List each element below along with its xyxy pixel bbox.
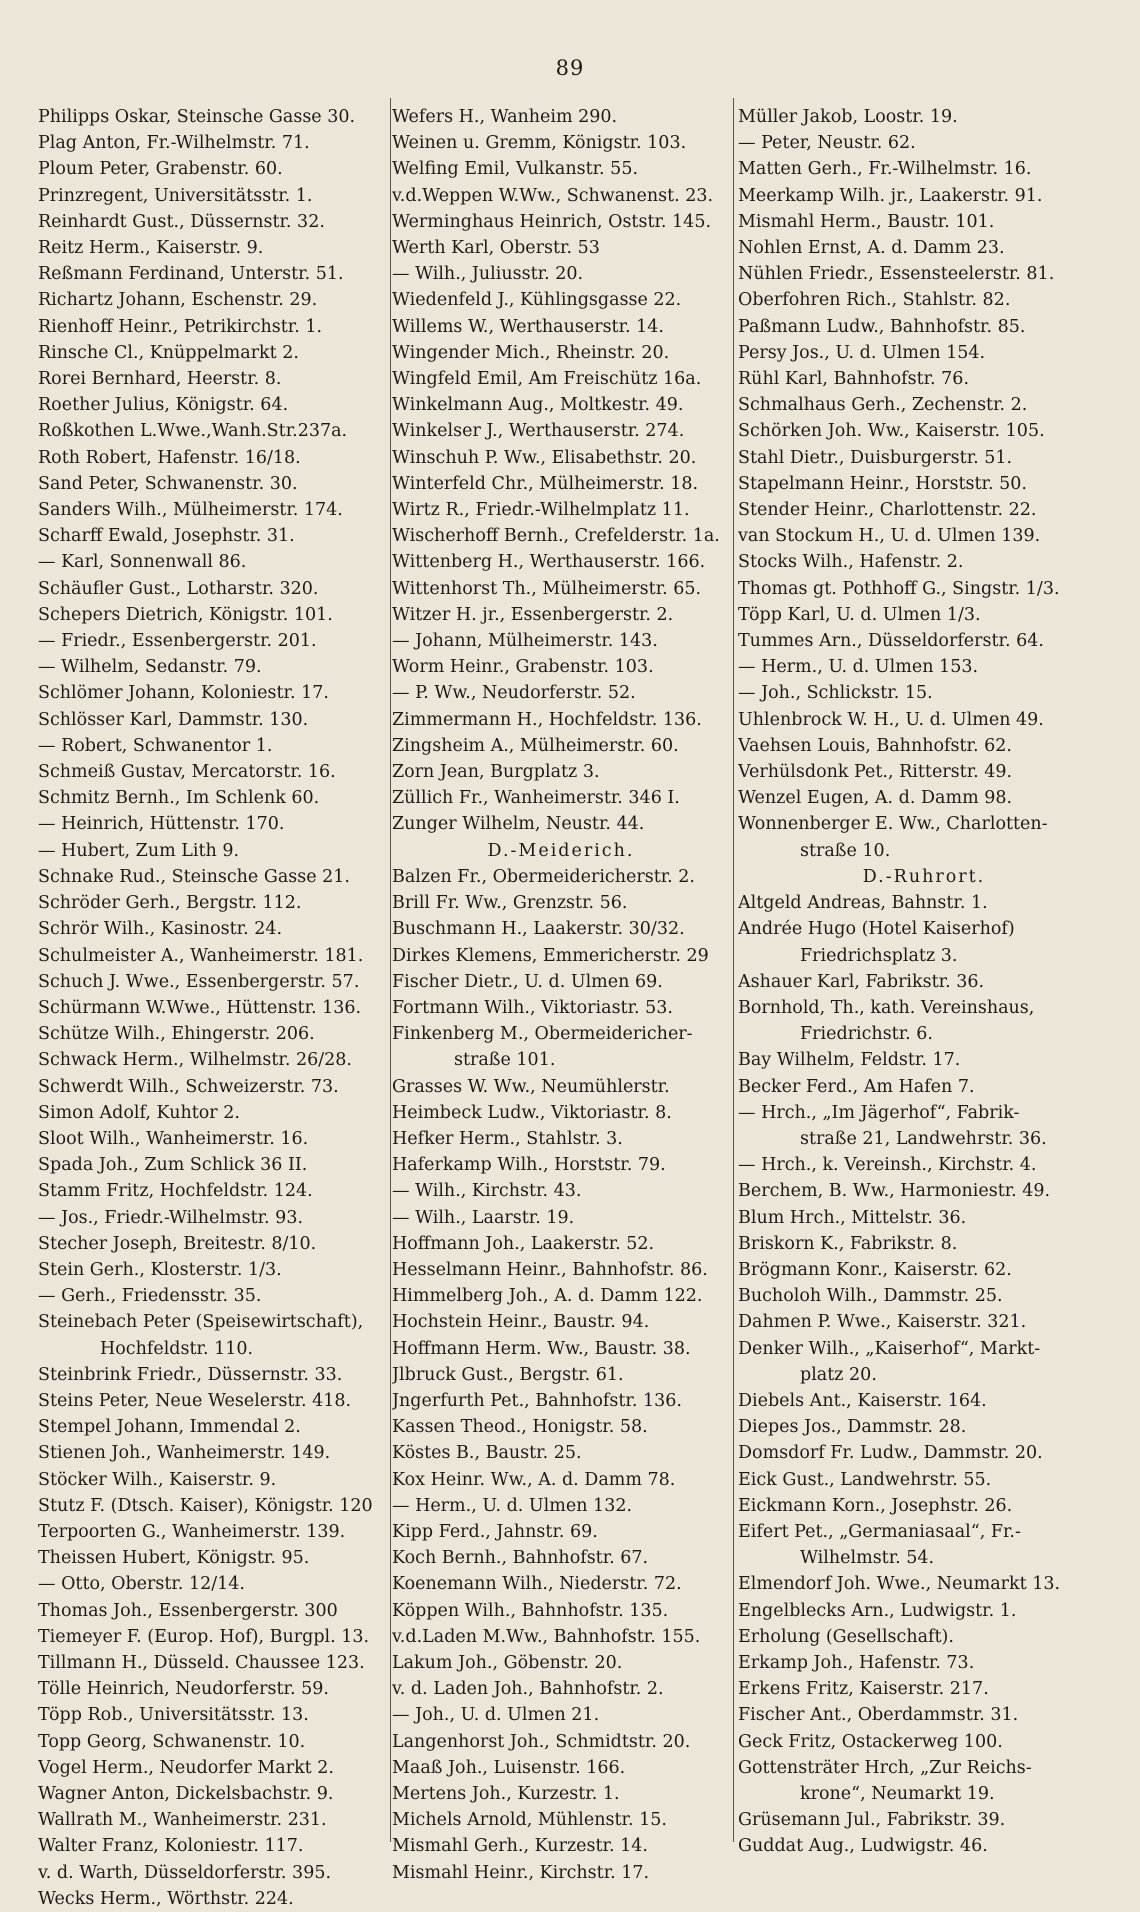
directory-entry: Stecher Joseph, Breitestr. 8/10. — [38, 1233, 317, 1254]
directory-entry: Erkens Fritz, Kaiserstr. 217. — [738, 1679, 989, 1700]
directory-entry: — Wilh., Juliusstr. 20. — [392, 264, 584, 285]
directory-entry: v.d.Weppen W.Ww., Schwanenst. 23. — [392, 185, 714, 206]
column-left — [38, 104, 390, 1912]
directory-entry: Thomas gt. Pothhoff G., Singstr. 1/3. — [738, 578, 1060, 599]
directory-entry: Wenzel Eugen, A. d. Damm 98. — [738, 788, 1013, 809]
directory-entry: — Heinrich, Hüttenstr. 170. — [38, 814, 285, 835]
directory-entry: Erholung (Gesellschaft). — [738, 1626, 954, 1647]
directory-entry: Töpp Karl, U. d. Ulmen 1/3. — [738, 604, 981, 625]
directory-entry: Hoffmann Herm. Ww., Baustr. 38. — [392, 1338, 691, 1359]
directory-entry: Himmelberg Joh., A. d. Damm 122. — [392, 1286, 703, 1307]
directory-entry: Steinebach Peter (Speisewirtschaft), — [38, 1312, 364, 1333]
directory-entry: Bay Wilhelm, Feldstr. 17. — [738, 1050, 961, 1071]
entry-continuation: Hochfeldstr. 110. — [100, 1338, 254, 1359]
directory-entry: Schröder Gerh., Bergstr. 112. — [38, 893, 302, 914]
directory-entry: Stempel Johann, Immendal 2. — [38, 1417, 301, 1438]
directory-entry: Erkamp Joh., Hafenstr. 73. — [738, 1652, 975, 1673]
directory-entry: Schörken Joh. Ww., Kaiserstr. 105. — [738, 421, 1045, 442]
directory-entry: Ploum Peter, Grabenstr. 60. — [38, 159, 283, 180]
directory-entry: Dirkes Klemens, Emmericherstr. 29 — [392, 945, 709, 966]
directory-entry: Fortmann Wilh., Viktoriastr. 53. — [392, 997, 673, 1018]
directory-entry: Schütze Wilh., Ehingerstr. 206. — [38, 1024, 315, 1045]
directory-entry: Zunger Wilhelm, Neustr. 44. — [392, 814, 645, 835]
directory-entry: Langenhorst Joh., Schmidtstr. 20. — [392, 1731, 691, 1752]
directory-entry: v. d. Warth, Düsseldorferstr. 395. — [38, 1862, 332, 1883]
directory-entry: Stein Gerh., Klosterstr. 1/3. — [38, 1259, 282, 1280]
directory-entry: — P. Ww., Neudorferstr. 52. — [392, 683, 636, 704]
entry-continuation: straße 21, Landwehrstr. 36. — [800, 1128, 1047, 1149]
column-divider — [733, 98, 734, 1842]
directory-entry: Schlösser Karl, Dammstr. 130. — [38, 709, 309, 730]
directory-entry: Briskorn K., Fabrikstr. 8. — [738, 1233, 958, 1254]
directory-entry: Prinzregent, Universitätsstr. 1. — [38, 185, 313, 206]
directory-entry: Züllich Fr., Wanheimerstr. 346 I. — [392, 788, 680, 809]
directory-entry: Hochstein Heinr., Baustr. 94. — [392, 1312, 650, 1333]
directory-entry: Rorei Bernhard, Heerstr. 8. — [38, 369, 282, 390]
directory-entry: Becker Ferd., Am Hafen 7. — [738, 1076, 975, 1097]
directory-entry: Wittenhorst Th., Mülheimerstr. 65. — [392, 578, 702, 599]
directory-entry: Schlömer Johann, Koloniestr. 17. — [38, 683, 329, 704]
directory-entry: Wonnenberger E. Ww., Charlotten- — [738, 814, 1048, 835]
directory-entry: Kipp Ferd., Jahnstr. 69. — [392, 1521, 598, 1542]
directory-entry: Eick Gust., Landwehrstr. 55. — [738, 1469, 992, 1490]
directory-entry: Topp Georg, Schwanenstr. 10. — [38, 1731, 306, 1752]
directory-entry: Reitz Herm., Kaiserstr. 9. — [38, 238, 264, 259]
directory-entry: Stutz F. (Dtsch. Kaiser), Königstr. 120 — [38, 1495, 373, 1516]
directory-entry: Bornhold, Th., kath. Vereinshaus, — [738, 997, 1035, 1018]
directory-entry: Michels Arnold, Mühlenstr. 15. — [392, 1810, 667, 1831]
directory-entry: Bucholoh Wilh., Dammstr. 25. — [738, 1286, 1003, 1307]
directory-entry: Stienen Joh., Wanheimerstr. 149. — [38, 1443, 331, 1464]
directory-entry: Rinsche Cl., Knüppelmarkt 2. — [38, 342, 299, 363]
entry-continuation: Friedrichstr. 6. — [800, 1024, 933, 1045]
directory-entry: Stahl Dietr., Duisburgerstr. 51. — [738, 447, 1013, 468]
directory-entry: Terpoorten G., Wanheimerstr. 139. — [38, 1521, 346, 1542]
directory-entry: Walter Franz, Koloniestr. 117. — [38, 1836, 304, 1857]
directory-entry: Zorn Jean, Burgplatz 3. — [392, 762, 600, 783]
directory-entry: Finkenberg M., Obermeidericher- — [392, 1024, 693, 1045]
directory-entry: Reinhardt Gust., Düssernstr. 32. — [38, 211, 325, 232]
entry-continuation: Friedrichsplatz 3. — [800, 945, 958, 966]
directory-entry: Ashauer Karl, Fabrikstr. 36. — [738, 971, 985, 992]
directory-entry: — Karl, Sonnenwall 86. — [38, 552, 247, 573]
directory-entry: Verhülsdonk Pet., Ritterstr. 49. — [738, 762, 1013, 783]
directory-entry: — Wilh., Laarstr. 19. — [392, 1207, 575, 1228]
directory-entry: Eickmann Korn., Josephstr. 26. — [738, 1495, 1013, 1516]
directory-entry: Wefers H., Wanheim 290. — [392, 107, 618, 127]
directory-entry: Tölle Heinrich, Neudorferstr. 59. — [38, 1679, 329, 1700]
directory-entry: — Otto, Oberstr. 12/14. — [38, 1574, 245, 1595]
directory-entry: v. d. Laden Joh., Bahnhofstr. 2. — [392, 1679, 664, 1700]
directory-entry: Mismahl Herm., Baustr. 101. — [738, 211, 995, 232]
directory-entry: Winschuh P. Ww., Elisabethstr. 20. — [392, 447, 697, 468]
directory-entry: Diebels Ant., Kaiserstr. 164. — [738, 1390, 987, 1411]
directory-entry: Schwack Herm., Wilhelmstr. 26/28. — [38, 1050, 352, 1071]
directory-entry: Guddat Aug., Ludwigstr. 46. — [738, 1836, 988, 1857]
directory-entry: — Peter, Neustr. 62. — [738, 133, 916, 154]
entry-continuation: straße 101. — [454, 1050, 556, 1071]
directory-entry: Spada Joh., Zum Schlick 36 II. — [38, 1155, 308, 1176]
directory-entry: Blum Hrch., Mittelstr. 36. — [738, 1207, 967, 1228]
directory-entry: Wecks Herm., Wörthstr. 224. — [38, 1888, 294, 1909]
directory-entry: Paßmann Ludw., Bahnhofstr. 85. — [738, 316, 1026, 337]
directory-entry: Schürmann W.Wwe., Hüttenstr. 136. — [38, 997, 362, 1018]
column-divider — [390, 98, 391, 1842]
directory-entry: Denker Wilh., „Kaiserhof“, Markt- — [738, 1338, 1041, 1359]
directory-entry: Domsdorf Fr. Ludw., Dammstr. 20. — [738, 1443, 1043, 1464]
directory-entry: Schwerdt Wilh., Schweizerstr. 73. — [38, 1076, 339, 1097]
directory-entry: Persy Jos., U. d. Ulmen 154. — [738, 342, 986, 363]
section-heading: D.-Ruhrort. — [862, 866, 986, 887]
directory-entry: Witzer H. jr., Essenbergerstr. 2. — [392, 604, 674, 625]
directory-entry: Welfing Emil, Vulkanstr. 55. — [392, 159, 639, 180]
directory-entry: Wittenberg H., Werthauserstr. 166. — [392, 552, 706, 573]
directory-entry: Thomas Joh., Essenbergerstr. 300 — [38, 1600, 338, 1621]
directory-entry: Heimbeck Ludw., Viktoriastr. 8. — [392, 1102, 672, 1123]
directory-entry: Zingsheim A., Mülheimerstr. 60. — [392, 735, 679, 756]
directory-entry: Berchem, B. Ww., Harmoniestr. 49. — [738, 1181, 1051, 1202]
directory-entry: Richartz Johann, Eschenstr. 29. — [38, 290, 318, 311]
directory-entry: Andrée Hugo (Hotel Kaiserhof) — [738, 919, 1015, 940]
directory-entry: Wischerhoff Bernh., Crefelderstr. 1a. — [392, 526, 720, 547]
directory-entry: Schrör Wilh., Kasinostr. 24. — [38, 919, 283, 940]
directory-entry: Mismahl Heinr., Kirchstr. 17. — [392, 1862, 650, 1883]
directory-entry: Rienhoff Heinr., Petrikirchstr. 1. — [38, 316, 323, 337]
directory-entry: Worm Heinr., Grabenstr. 103. — [392, 657, 654, 678]
directory-entry: Simon Adolf, Kuhtor 2. — [38, 1102, 240, 1123]
directory-entry: Schäufler Gust., Lotharstr. 320. — [38, 578, 319, 599]
directory-entry: Vaehsen Louis, Bahnhofstr. 62. — [738, 735, 1012, 756]
directory-entry: Sanders Wilh., Mülheimerstr. 174. — [38, 500, 343, 521]
directory-entry: Stamm Fritz, Hochfeldstr. 124. — [38, 1181, 313, 1202]
directory-entry: Winkelser J., Werthauserstr. 274. — [392, 421, 685, 442]
directory-entry: Fischer Dietr., U. d. Ulmen 69. — [392, 971, 663, 992]
directory-entry: — Wilhelm, Sedanstr. 79. — [38, 657, 262, 678]
directory-entry: Philipps Oskar, Steinsche Gasse 30. — [38, 107, 356, 127]
directory-entry: Koch Bernh., Bahnhofstr. 67. — [392, 1548, 649, 1569]
directory-entry: Köstes B., Baustr. 25. — [392, 1443, 582, 1464]
directory-entry: Wirtz R., Friedr.-Wilhelmplatz 11. — [392, 500, 690, 521]
directory-entry: Wingfeld Emil, Am Freischütz 16a. — [392, 369, 702, 390]
page-number: 89 — [555, 56, 585, 80]
directory-entry: Uhlenbrock W. H., U. d. Ulmen 49. — [738, 709, 1044, 730]
directory-entry: Grasses W. Ww., Neumühlerstr. — [392, 1076, 670, 1097]
column-middle — [392, 104, 730, 1886]
directory-entry: Lakum Joh., Göbenstr. 20. — [392, 1652, 623, 1673]
directory-entry: Matten Gerh., Fr.-Wilhelmstr. 16. — [738, 159, 1032, 180]
directory-entry: — Wilh., Kirchstr. 43. — [392, 1181, 582, 1202]
directory-entry: — Robert, Schwanentor 1. — [38, 735, 273, 756]
entry-continuation: krone“, Neumarkt 19. — [800, 1784, 995, 1804]
directory-entry: Altgeld Andreas, Bahnstr. 1. — [738, 893, 988, 914]
directory-entry: Nühlen Friedr., Essensteelerstr. 81. — [738, 264, 1055, 285]
directory-entry: — Jos., Friedr.-Wilhelmstr. 93. — [38, 1207, 304, 1228]
directory-entry: Stender Heinr., Charlottenstr. 22. — [738, 500, 1037, 521]
directory-entry: Schmitz Bernh., Im Schlenk 60. — [38, 788, 320, 809]
directory-entry: Koenemann Wilh., Niederstr. 72. — [392, 1574, 682, 1595]
directory-entry: — Herm., U. d. Ulmen 153. — [738, 657, 979, 678]
directory-entry: Kassen Theod., Honigstr. 58. — [392, 1417, 648, 1438]
directory-entry: Stöcker Wilh., Kaiserstr. 9. — [38, 1469, 277, 1490]
directory-entry: Müller Jakob, Loostr. 19. — [738, 107, 958, 127]
directory-entry: Plag Anton, Fr.-Wilhelmstr. 71. — [38, 133, 310, 154]
entry-continuation: Wilhelmstr. 54. — [800, 1548, 935, 1569]
directory-entry: Vogel Herm., Neudorfer Markt 2. — [38, 1757, 334, 1778]
directory-entry: Steinbrink Friedr., Düssernstr. 33. — [38, 1364, 343, 1385]
directory-entry: Wiedenfeld J., Kühlingsgasse 22. — [392, 290, 682, 311]
directory-entry: — Hubert, Zum Lith 9. — [38, 840, 240, 861]
directory-entry: Eifert Pet., „Germaniasaal“, Fr.- — [738, 1521, 1021, 1542]
directory-entry: Wingender Mich., Rheinstr. 20. — [392, 342, 670, 363]
directory-entry: Schulmeister A., Wanheimerstr. 181. — [38, 945, 364, 966]
directory-entry: Rühl Karl, Bahnhofstr. 76. — [738, 369, 970, 390]
directory-entry: Gottensträter Hrch, „Zur Reichs- — [738, 1757, 1032, 1778]
directory-entry: Maaß Joh., Luisenstr. 166. — [392, 1757, 626, 1778]
directory-entry: Schmalhaus Gerh., Zechenstr. 2. — [738, 395, 1028, 416]
directory-entry: Elmendorf Joh. Wwe., Neumarkt 13. — [738, 1574, 1061, 1595]
directory-entry: — Johann, Mülheimerstr. 143. — [392, 631, 658, 652]
directory-entry: Schuch J. Wwe., Essenbergerstr. 57. — [38, 971, 360, 992]
directory-entry: Schepers Dietrich, Königstr. 101. — [38, 604, 333, 625]
directory-entry: Steins Peter, Neue Weselerstr. 418. — [38, 1390, 352, 1411]
directory-entry: Oberfohren Rich., Stahlstr. 82. — [738, 290, 1011, 311]
directory-entry: Roth Robert, Hafenstr. 16/18. — [38, 447, 301, 468]
directory-entry: van Stockum H., U. d. Ulmen 139. — [738, 526, 1041, 547]
entry-continuation: platz 20. — [800, 1364, 877, 1385]
directory-entry: Brögmann Konr., Kaiserstr. 62. — [738, 1259, 1012, 1280]
directory-entry: Jlbruck Gust., Bergstr. 61. — [392, 1364, 624, 1385]
directory-entry: Fischer Ant., Oberdammstr. 31. — [738, 1705, 1019, 1726]
directory-entry: — Hrch., „Im Jägerhof“, Fabrik- — [738, 1102, 1020, 1123]
directory-entry: Buschmann H., Laakerstr. 30/32. — [392, 919, 685, 940]
directory-entry: — Friedr., Essenbergerstr. 201. — [38, 631, 317, 652]
directory-entry: Sand Peter, Schwanenstr. 30. — [38, 473, 298, 494]
directory-entry: Grüsemann Jul., Fabrikstr. 39. — [738, 1810, 1006, 1831]
directory-entry: Weinen u. Gremm, Königstr. 103. — [392, 133, 687, 154]
directory-entry: Reßmann Ferdinand, Unterstr. 51. — [38, 264, 344, 285]
directory-entry: — Joh., U. d. Ulmen 21. — [392, 1705, 600, 1726]
directory-entry: Tillmann H., Düsseld. Chaussee 123. — [38, 1652, 365, 1673]
directory-entry: Tummes Arn., Düsseldorferstr. 64. — [738, 631, 1044, 652]
directory-entry: — Gerh., Friedensstr. 35. — [38, 1286, 262, 1307]
directory-entry: Mismahl Gerh., Kurzestr. 14. — [392, 1836, 648, 1857]
directory-entry: Hefker Herm., Stahlstr. 3. — [392, 1128, 623, 1149]
directory-entry: Roßkothen L.Wwe.,Wanh.Str.237a. — [38, 421, 348, 442]
directory-entry: Willems W., Werthauserstr. 14. — [392, 316, 664, 337]
directory-entry: Hesselmann Heinr., Bahnhofstr. 86. — [392, 1259, 708, 1280]
column-right — [738, 104, 1110, 1860]
directory-entry: Winkelmann Aug., Moltkestr. 49. — [392, 395, 684, 416]
directory-entry: Engelblecks Arn., Ludwigstr. 1. — [738, 1600, 1017, 1621]
directory-entry: Töpp Rob., Universitätsstr. 13. — [38, 1705, 309, 1726]
directory-entry: Wagner Anton, Dickelsbachstr. 9. — [38, 1784, 334, 1804]
directory-entry: — Hrch., k. Vereinsh., Kirchstr. 4. — [738, 1155, 1037, 1176]
directory-entry: Stocks Wilh., Hafenstr. 2. — [738, 552, 964, 573]
directory-entry: Scharff Ewald, Josephstr. 31. — [38, 526, 295, 547]
directory-entry: Köppen Wilh., Bahnhofstr. 135. — [392, 1600, 669, 1621]
directory-entry: Meerkamp Wilh. jr., Laakerstr. 91. — [738, 185, 1043, 206]
directory-entry: Sloot Wilh., Wanheimerstr. 16. — [38, 1128, 309, 1149]
directory-entry: Diepes Jos., Dammstr. 28. — [738, 1417, 967, 1438]
directory-entry: Hoffmann Joh., Laakerstr. 52. — [392, 1233, 655, 1254]
directory-entry: Werminghaus Heinrich, Oststr. 145. — [392, 211, 712, 232]
directory-entry: Brill Fr. Ww., Grenzstr. 56. — [392, 893, 628, 914]
directory-entry: Tiemeyer F. (Europ. Hof), Burgpl. 13. — [38, 1626, 370, 1647]
directory-entry: Theissen Hubert, Königstr. 95. — [38, 1548, 310, 1569]
directory-entry: Nohlen Ernst, A. d. Damm 23. — [738, 238, 1005, 259]
directory-entry: Roether Julius, Königstr. 64. — [38, 395, 289, 416]
directory-entry: Jngerfurth Pet., Bahnhofstr. 136. — [392, 1390, 682, 1411]
directory-entry: Winterfeld Chr., Mülheimerstr. 18. — [392, 473, 699, 494]
directory-entry: Werth Karl, Oberstr. 53 — [392, 238, 600, 259]
directory-entry: v.d.Laden M.Ww., Bahnhofstr. 155. — [392, 1626, 701, 1647]
directory-entry: Wallrath M., Wanheimerstr. 231. — [38, 1810, 327, 1831]
directory-entry: Kox Heinr. Ww., A. d. Damm 78. — [392, 1469, 676, 1490]
directory-entry: Haferkamp Wilh., Horststr. 79. — [392, 1155, 666, 1176]
directory-entry: Schmeiß Gustav, Mercatorstr. 16. — [38, 762, 336, 783]
directory-entry: Zimmermann H., Hochfeldstr. 136. — [392, 709, 702, 730]
section-heading: D.-Meiderich. — [487, 840, 635, 861]
directory-entry: Balzen Fr., Obermeidericherstr. 2. — [392, 866, 695, 887]
directory-entry: — Joh., Schlickstr. 15. — [738, 683, 933, 704]
directory-entry: Stapelmann Heinr., Horststr. 50. — [738, 473, 1027, 494]
directory-entry: Dahmen P. Wwe., Kaiserstr. 321. — [738, 1312, 1027, 1333]
directory-entry: Mertens Joh., Kurzestr. 1. — [392, 1784, 620, 1804]
directory-entry: — Herm., U. d. Ulmen 132. — [392, 1495, 633, 1516]
entry-continuation: straße 10. — [800, 840, 891, 861]
directory-entry: Geck Fritz, Ostackerweg 100. — [738, 1731, 1003, 1752]
directory-entry: Schnake Rud., Steinsche Gasse 21. — [38, 866, 350, 887]
